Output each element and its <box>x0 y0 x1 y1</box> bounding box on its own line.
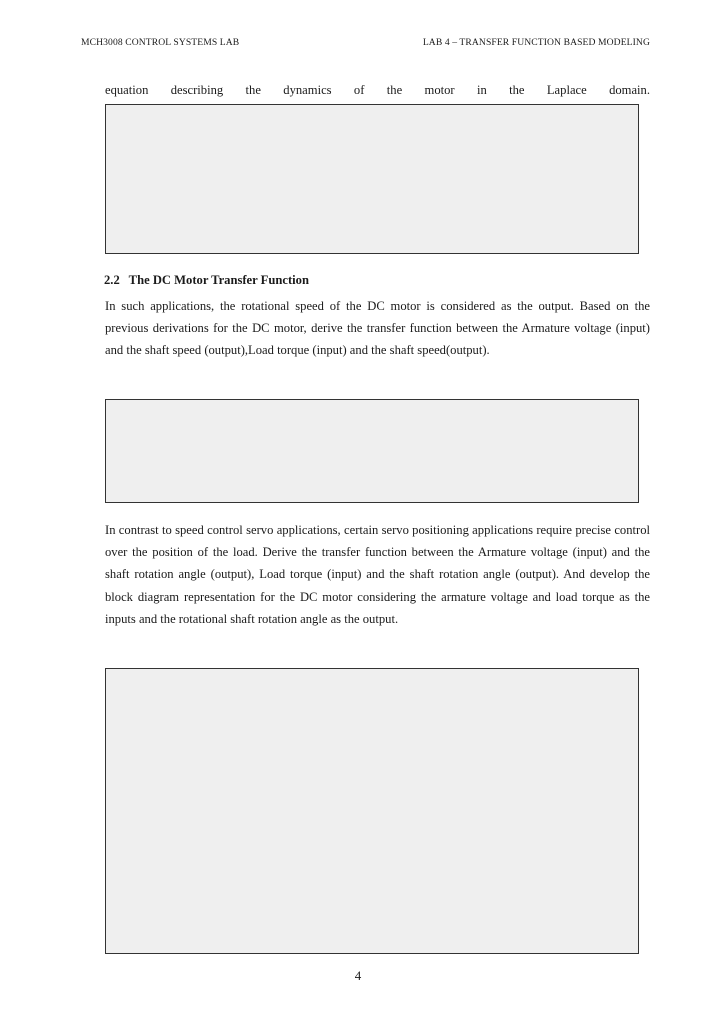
page-number: 4 <box>354 968 362 983</box>
header-course-title: MCH3008 CONTROL SYSTEMS LAB <box>81 37 240 48</box>
answer-box-1[interactable] <box>105 104 639 254</box>
header-lab-title: LAB 4 – TRANSFER FUNCTION BASED MODELING <box>422 37 650 48</box>
section-title: The DC Motor Transfer Function <box>128 273 309 287</box>
section-heading <box>104 273 309 288</box>
section-number: 2.2 <box>104 273 120 287</box>
answer-box-3[interactable] <box>105 668 639 954</box>
paragraph-position-transfer: In contrast to speed control servo applications, certain servo positioning applications require precise control over the position of the load. Derive the transfer function between the Armature voltage (input) and the shaft rotation angle (output), Load torque (input) and the shaft rotation angle (output). And develop the block diagram representation for the DC motor considering the armature voltage and load torque as the inputs and the rotational shaft rotation angle as the output. <box>105 523 650 626</box>
paragraph-speed-transfer: In such applications, the rotational speed of the DC motor is considered as the output. Based on the previous derivations for the DC motor, derive the transfer function between the Armature voltage (input) and the shaft speed (output),Load torque (input) and the shaft speed(output). <box>105 299 650 358</box>
continuation-text: equation describing the dynamics of the motor in the Laplace domain. <box>105 83 650 97</box>
answer-box-2[interactable] <box>105 399 639 503</box>
